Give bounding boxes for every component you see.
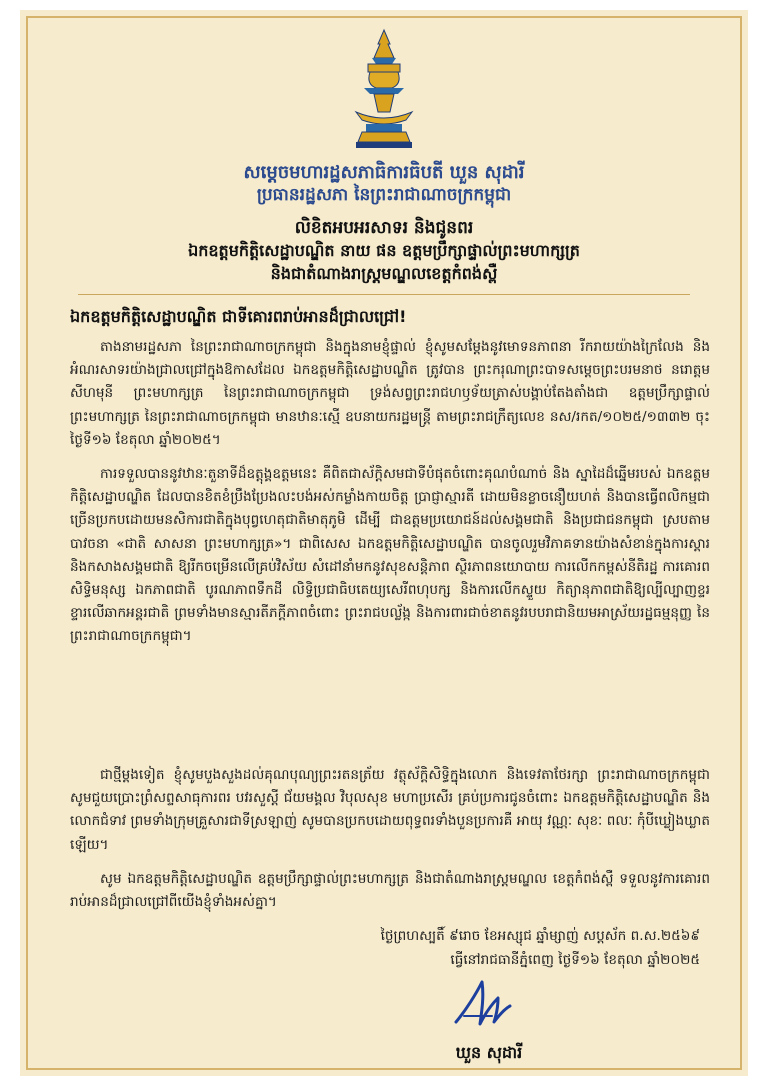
national-assembly-emblem-icon: [350, 28, 418, 152]
body-paragraph-4: សូម ឯកឧត្តមកិត្តិសេដ្ឋាបណ្ឌិត ឧត្តមប្រឹក្សាផ្ទាល់ព្រះមហាក្សត្រ និងជាតំណាងរាស្ត្រមណ្ឌល ខេត្តកំពង់ស្ពឺ ទទួលនូវការគោរពរាប់អានដ៏ជ្រាលជ្រៅពីយើងខ្ញុំទាំងអស់គ្នា។: [70, 871, 710, 911]
signer-name: ឃួន សុដារី: [455, 1043, 523, 1062]
salutation: ឯកឧត្តមកិត្តិសេដ្ឋាបណ្ឌិត ជាទីគោរពរាប់អានដ៏ជ្រាលជ្រៅ!: [70, 307, 407, 326]
sender-role: ប្រធានរដ្ឋសភា នៃព្រះរាជាណាចក្រកម្ពុជា: [256, 185, 512, 205]
body-paragraph-2: ការទទួលបាននូវឋានៈតួនាទីដ៏ឧត្តុង្គឧត្តមនេះ គឺពិតជាស័ក្តិសមជាទីបំផុតចំពោះគុណបំណាច់ និង ស្នាដៃដ៏ឆ្នើមរបស់ ឯកឧត្តមកិត្តិសេដ្ឋាបណ្ឌិត ដែលបានខិតខំប្រឹងប្រែងលះបង់អស់កម្លាំងកាយចិត្ត ប្រាជ្ញាស្មារតី ដោយមិនខ្លាចនឿយហត់ និងបានធ្វើពលិកម្មជាច្រើនប្រកបដោយមនសិការជាតិក្នុងបុព្វហេតុជាតិមាតុភូមិ ដើម្បី ជាឧត្តមប្រយោជន៍ដល់សង្គមជាតិ និងប្រជាជនកម្ពុជា ស្របតាមបាវចនា «ជាតិ សាសនា ព្រះមហាក្សត្រ»។ ជាពិសេស ឯកឧត្តមកិត្តិសេដ្ឋាបណ្ឌិត បានចូលរួមវិភាគទានយ៉ាងសំខាន់ក្នុងការស្តារ និងកសាងសង្គមជាតិ ឱ្យរីកចម្រើនលើគ្រប់វិស័យ សំដៅនាំមកនូវសុខសន្តិភាព ស្ថិរភាពនយោបាយ ការលើកកម្ពស់នីតិរដ្ឋ ការគោរពសិទ្ធិមនុស្ស ឯកភាពជាតិ បូរណភាពទឹកដី លិទ្ធិប្រជាធិបតេយ្យសេរីពហុបក្ស និងការលើកស្ទួយ កិត្យានុភាពជាតិឱ្យល្បីល្បាញខ្ទរខ្ទារលើឆាកអន្តរជាតិ ព្រមទាំងមានស្មារតីភក្តីភាពចំពោះ ព្រះរាជបល្ល័ង្ក និងការពារជាច់ខាតនូវរបបរាជានិយមអាស្រ័យរដ្ឋធម្មនុញ្ញ នៃព្រះរាជាណាចក្រកម្ពុជា។: [70, 466, 710, 645]
letter-page: [20, 10, 748, 1076]
handwritten-signature-icon: [452, 976, 514, 1034]
lunar-date: ថ្ងៃព្រហស្បតិ៍ ៩រោច ខែអស្សុជ ឆ្នាំម្សាញ់ សប្តស័ក ព.ស.២៥៦៩: [380, 928, 700, 944]
body-paragraph-1: តាងនាមរដ្ឋសភា នៃព្រះរាជាណាចក្រកម្ពុជា និងក្នុងនាមខ្ញុំផ្ទាល់ ខ្ញុំសូមសម្តែងនូវមោទនភាពនា រីករាយយ៉ាងក្រៃលែង និងអំណរសាទរយ៉ាងជ្រាលជ្រៅក្នុងឱកាសដែល ឯកឧត្តមកិត្តិសេដ្ឋាបណ្ឌិត ត្រូវបាន ព្រះករុណាព្រះបាទសម្តេចព្រះបរមនាថ នរោត្តម សីហមុនី ព្រះមហាក្សត្រ នៃព្រះរាជាណាចក្រកម្ពុជា ទ្រង់សព្វព្រះរាជហឫទ័យត្រាស់បង្គាប់តែងតាំងជា ឧត្តមប្រឹក្សាផ្ទាល់ព្រះមហាក្សត្រ នៃព្រះរាជាណាចក្រកម្ពុជា មានឋានៈស្មើ ឧបនាយករដ្ឋមន្ត្រី តាមព្រះរាជក្រឹត្យលេខ នស/រកត/១០២៥/១៣៣២ ចុះថ្ងៃទី១៦ ខែតុលា ឆ្នាំ២០២៥។: [70, 339, 710, 448]
body-paragraph-3: ជាថ្មីម្តងទៀត ខ្ញុំសូមបួងសួងដល់គុណបុណ្យព្រះរតនត្រ័យ វត្ថុស័ក្តិសិទ្ធិក្នុងលោក និងទេវតាថែរក្សា ព្រះរាជាណាចក្រកម្ពុជា សូមជួយប្រោះព្រំសព្ទសាធុការពរ បវរសួស្តី ជ័យមង្គល វិបុលសុខ មហាប្រសើរ គ្រប់ប្រការជូនចំពោះ ឯកឧត្តមកិត្តិសេដ្ឋាបណ្ឌិត និង លោកជំទាវ ព្រមទាំងក្រុមគ្រួសារជាទីស្រឡាញ់ សូមបានប្រកបដោយពុទ្ធពរទាំងបួនប្រការគឺ អាយុ វណ្ណៈ សុខៈ ពលៈ កុំបីឃ្លៀងឃ្លាតឡើយ។: [70, 767, 710, 853]
header-divider: [78, 294, 690, 295]
sender-name: សម្តេចមហារដ្ឋសភាធិការធិបតី ឃួន សុដារី: [243, 162, 525, 183]
recipient-constituency: និងជាតំណាងរាស្ត្រមណ្ឌលខេត្តកំពង់ស្ពឺ: [270, 264, 498, 283]
document-title: លិខិតអបអរសាទរ និងជូនពរ: [294, 218, 474, 238]
recipient-title: ឯកឧត្តមកិត្តិសេដ្ឋាបណ្ឌិត នាយ ផន ឧត្តមប្រឹក្សាផ្ទាល់ព្រះមហាក្សត្រ: [188, 241, 580, 260]
place-date: ធ្វើនៅរាជធានីភ្នំពេញ ថ្ងៃទី១៦ ខែតុលា ឆ្នាំ២០២៥: [450, 952, 700, 968]
